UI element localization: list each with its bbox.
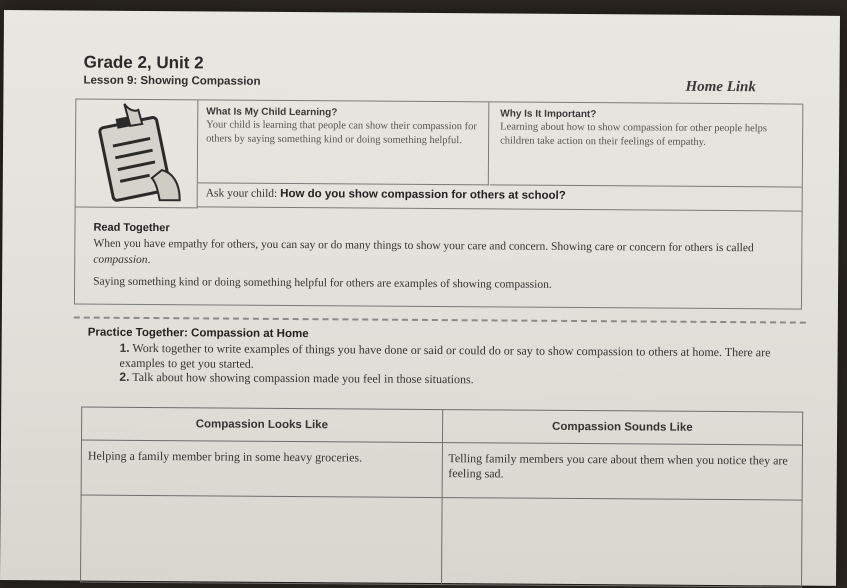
read-p1-emphasis: compassion <box>93 253 148 267</box>
cut-line-divider <box>74 316 806 323</box>
ask-question: How do you show compassion for others at school? <box>280 187 566 202</box>
table-row <box>81 440 802 500</box>
info-box <box>74 99 803 310</box>
importance-cell <box>490 102 803 187</box>
step-text: Talk about how showing compassion made you feel in those situations. <box>132 369 474 387</box>
table-cell[interactable]: Telling family members you care about them when you notice they are feeling sad. <box>442 443 803 501</box>
learning-cell <box>198 100 490 185</box>
table-header-looks-like: Compassion Looks Like <box>81 407 442 443</box>
table-cell-empty[interactable] <box>441 498 802 588</box>
step-text: Work together to write examples of things you have done or said or could do or say to show compassion to others at home. There are examples to get you started. <box>119 340 771 371</box>
practice-heading: Practice Together: Compassion at Home <box>87 326 309 341</box>
read-together-section <box>93 220 794 301</box>
table-cell[interactable]: Helping a family member bring in some heavy groceries. <box>81 440 442 498</box>
ask-your-child <box>198 184 802 211</box>
step-number: 2. <box>119 369 130 384</box>
step-number: 1. <box>119 340 130 355</box>
clipboard-hand-icon <box>76 100 199 209</box>
worksheet-page <box>0 10 840 586</box>
read-p1-end: . <box>147 254 151 267</box>
read-together-paragraph-2: Saying something kind or doing something helpful for others are examples of showing compassion. <box>93 275 552 291</box>
learning-heading: What Is My Child Learning? <box>206 106 338 119</box>
table-row <box>81 495 803 587</box>
lesson-title: Lesson 9: Showing Compassion <box>83 74 261 88</box>
importance-heading: Why Is It Important? <box>500 108 597 121</box>
practice-step <box>119 341 797 375</box>
read-together-paragraph-1 <box>93 236 793 273</box>
read-p1-text: When you have empathy for others, you can say or do many things to show your care and concern. Showing care or concern for others is called <box>93 237 754 255</box>
table-cell-empty[interactable] <box>81 495 442 585</box>
importance-text: Learning about how to show compassion for other people helps children take action on their feelings of empathy. <box>500 121 768 148</box>
read-together-heading: Read Together <box>93 221 170 235</box>
practice-section <box>87 327 797 389</box>
compassion-table <box>80 407 803 588</box>
learning-text: Your child is learning that people can show their compassion for others by saying something kind or doing something helpful. <box>206 119 477 146</box>
home-link-label: Home Link <box>685 78 756 96</box>
table-header-sounds-like: Compassion Sounds Like <box>442 410 803 446</box>
ask-prefix: Ask your child: <box>205 187 281 200</box>
page-title: Grade 2, Unit 2 <box>83 52 204 73</box>
